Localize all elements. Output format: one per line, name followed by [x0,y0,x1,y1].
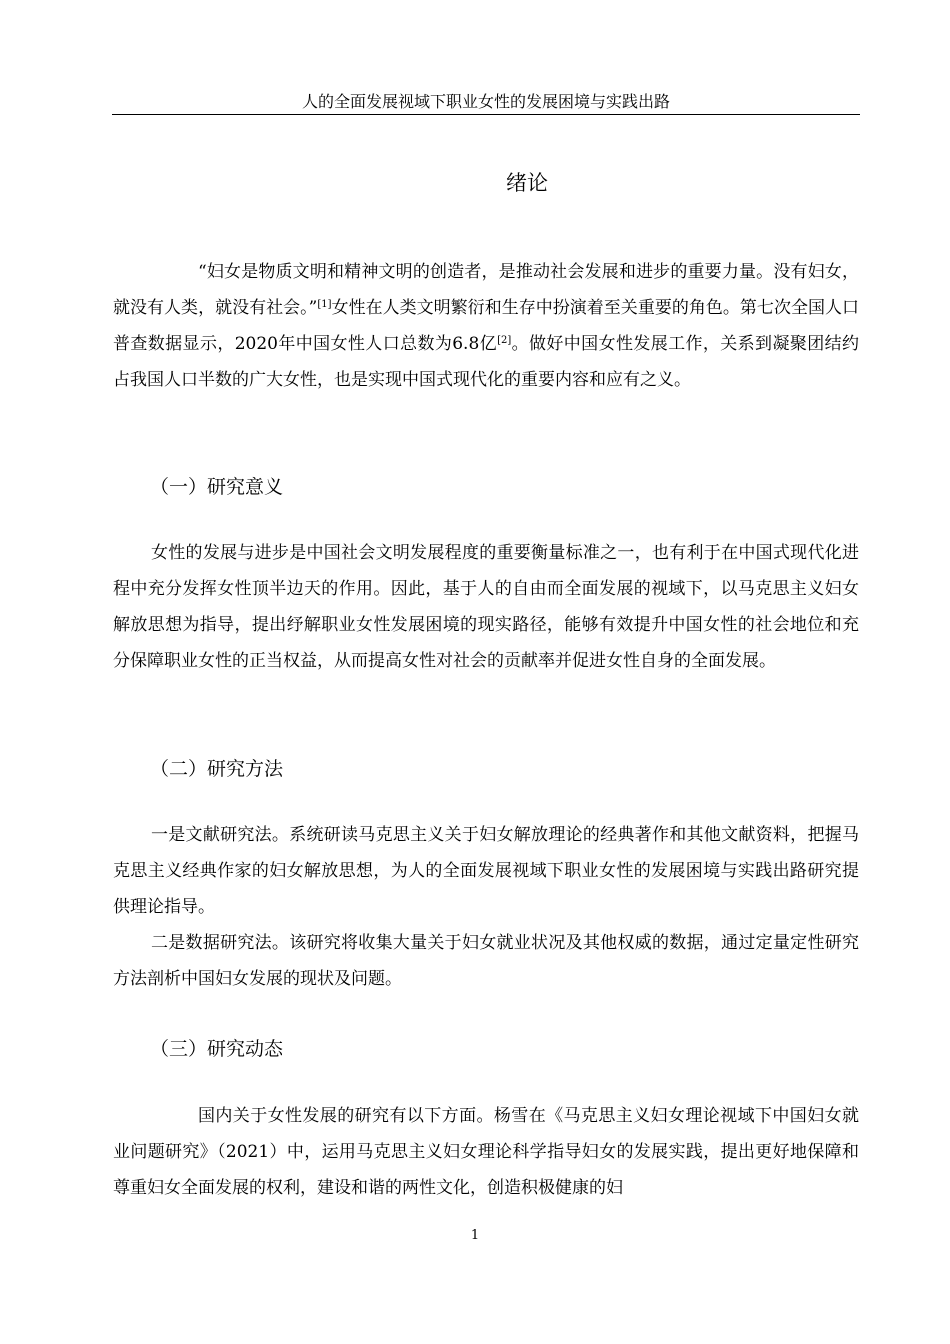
paragraph-literature-method: 一是文献研究法。系统研读马克思主义关于妇女解放理论的经典著作和其他文献资料，把握马克思主义经典作家的妇女解放思想，为人的全面发展视域下职业女性的发展困境与实践出路研究提供理论指导。 [113,825,859,917]
intro-paragraph [113,254,859,398]
paragraph-significance: 女性的发展与进步是中国社会文明发展程度的重要衡量标准之一，也有利于在中国式现代化进程中充分发挥女性顶半边天的作用。因此，基于人的自由而全面发展的视域下，以马克思主义妇女解放思想为指导，提出纾解职业女性发展困境的现实路径，能够有效提升中国女性的社会地位和充分保障职业女性的正当权益，从而提高女性对社会的贡献率并促进女性自身的全面发展。 [113,543,859,671]
section-heading-methods: （二）研究方法 [150,758,284,780]
running-header: 人的全面发展视域下职业女性的发展困境与实践出路 [301,92,670,111]
intro-text: 。做好中国女性发展工作，关系到凝聚团结约占我国人口半数的广大女性，也是实现中国式现代化的重要内容和应有之义。 [113,334,859,390]
page-number: 1 [470,1228,480,1243]
intro-quote: “妇女是物质文明和精神文明的创造者，是推动社会发展和进步的重要力量。没有妇女，就没有人类，就没有社会。” [113,262,859,318]
paragraph-data-method: 二是数据研究法。该研究将收集大量关于妇女就业状况及其他权威的数据，通过定量定性研究方法剖析中国妇女发展的现状及问题。 [113,933,859,989]
section-heading-significance: （一）研究意义 [150,476,284,498]
paragraph-research-status: 国内关于女性发展的研究有以下方面。杨雪在《马克思主义妇女理论视域下中国妇女就业问题研究》（2021）中，运用马克思主义妇女理论科学指导妇女的发展实践，提出更好地保障和尊重妇女全面发展的权利，建设和谐的两性文化，创造积极健康的妇 [113,1106,859,1198]
document-title: 绪论 [506,171,548,195]
intro-text: 女性在人类文明繁衍和生存中扮演着至关重要的角色。第七次全国人口普查数据显示，2020年中国女性人口总数为6.8亿 [113,298,859,354]
citation-ref: [1] [317,299,332,310]
citation-ref: [2] [497,335,512,346]
section-heading-research-status: （三）研究动态 [150,1038,284,1060]
header-rule [112,114,860,115]
